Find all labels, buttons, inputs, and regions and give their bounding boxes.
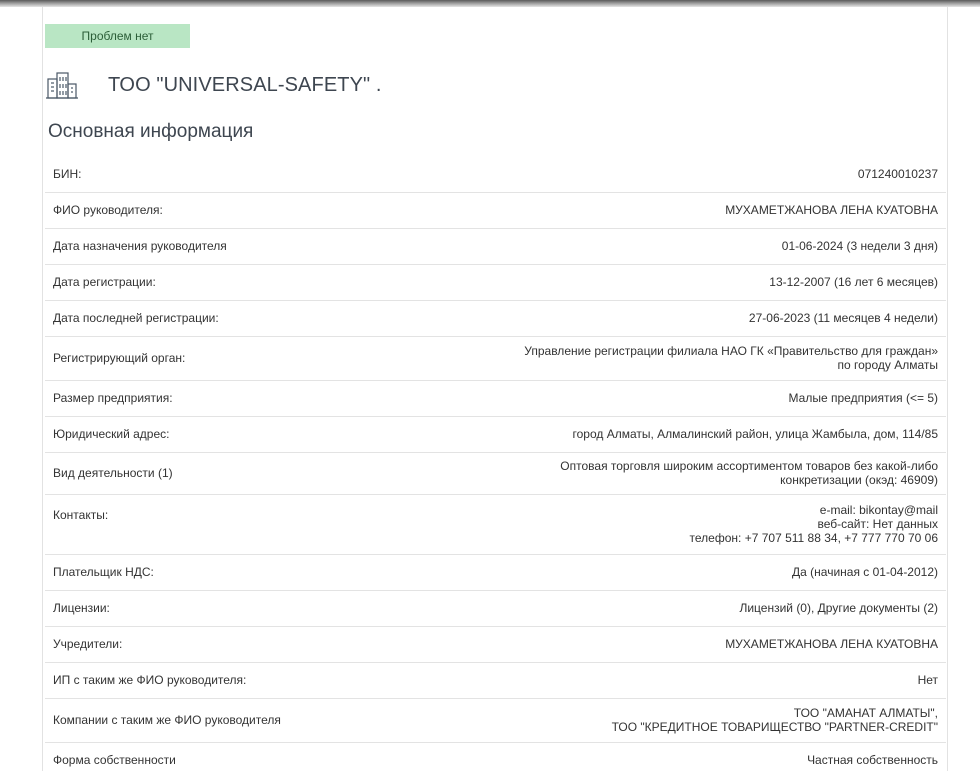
row-value xyxy=(431,742,946,778)
row-label: Дата регистрации: xyxy=(45,264,431,300)
row-label: Дата последней регистрации: xyxy=(45,300,431,336)
value-line: Малые предприятия (<= 5) xyxy=(788,391,938,405)
row-value xyxy=(431,662,946,698)
value-line: e-mail: bikontay@mail xyxy=(819,503,938,517)
row-value xyxy=(431,416,946,452)
table-row xyxy=(45,416,946,452)
row-value xyxy=(431,626,946,662)
row-label: Вид деятельности (1) xyxy=(45,452,431,494)
value-line: ТОО "АМАНАТ АЛМАТЫ", xyxy=(793,706,938,720)
table-row xyxy=(45,626,946,662)
value-line: Управление регистрации филиала НАО ГК «Правительство для граждан» xyxy=(524,344,938,358)
value-line: Оптовая торговля широким ассортиментом товаров без какой-либо xyxy=(560,459,938,473)
company-name: ТОО "UNIVERSAL-SAFETY" . xyxy=(108,73,382,96)
table-row xyxy=(45,554,946,590)
value-line: Нет xyxy=(917,673,938,687)
value-line: Лицензий (0), Другие документы (2) xyxy=(739,601,938,615)
row-value xyxy=(431,192,946,228)
row-value xyxy=(431,554,946,590)
row-label: ИП с таким же ФИО руководителя: xyxy=(45,662,431,698)
row-label: БИН: xyxy=(45,156,431,192)
value-line: по городу Алматы xyxy=(837,358,938,372)
row-value xyxy=(431,228,946,264)
table-row xyxy=(45,662,946,698)
table-row xyxy=(45,264,946,300)
table-row xyxy=(45,590,946,626)
row-value xyxy=(431,380,946,416)
value-line: 071240010237 xyxy=(857,166,938,181)
row-label: Форма собственности xyxy=(53,753,176,768)
row-label: Учредители: xyxy=(45,626,431,662)
value-line: веб-сайт: Нет данных xyxy=(817,517,938,531)
value-line: 01-06-2024 (3 недели 3 дня) xyxy=(781,239,938,253)
value-line: Да (начиная с 01-04-2012) xyxy=(792,565,938,579)
value-line: город Алматы, Алмалинский район, улица Жамбыла, дом, 114/85 xyxy=(572,427,938,441)
table-row xyxy=(45,380,946,416)
value-line: 27-06-2023 (11 месяцев 4 недели) xyxy=(748,311,938,325)
row-value[interactable] xyxy=(431,590,946,626)
value-line: телефон: +7 707 511 88 34, +7 777 770 70 06 xyxy=(689,531,938,545)
value-line: Частная собственность xyxy=(807,753,938,768)
table-row xyxy=(45,452,946,494)
row-value xyxy=(431,336,946,380)
row-value xyxy=(431,494,946,554)
row-value xyxy=(431,264,946,300)
value-line: МУХАМЕТЖАНОВА ЛЕНА КУАТОВНА xyxy=(725,203,938,217)
table-row xyxy=(45,494,946,554)
row-value xyxy=(431,300,946,336)
value-line: 13-12-2007 (16 лет 6 месяцев) xyxy=(769,275,938,289)
row-label: Юридический адрес: xyxy=(45,416,431,452)
table-row xyxy=(45,742,946,778)
row-value xyxy=(431,452,946,494)
info-table xyxy=(45,156,946,778)
row-label: Дата назначения руководителя xyxy=(45,228,431,264)
section-title: Основная информация xyxy=(48,121,254,142)
status-badge: Проблем нет xyxy=(45,24,190,48)
table-row xyxy=(45,698,946,742)
value-line: ТОО "КРЕДИТНОЕ ТОВАРИЩЕСТВО "PARTNER-CREDIT" xyxy=(611,720,938,734)
table-row xyxy=(45,228,946,264)
table-row xyxy=(45,192,946,228)
company-header xyxy=(46,71,382,99)
row-label: Контакты: xyxy=(45,494,431,554)
building-icon xyxy=(46,71,78,99)
value-line: МУХАМЕТЖАНОВА ЛЕНА КУАТОВНА xyxy=(725,637,938,651)
table-row xyxy=(45,336,946,380)
table-row xyxy=(45,156,946,192)
value-line: конкретизации (окэд: 46909) xyxy=(780,473,938,487)
row-label: Размер предприятия: xyxy=(45,380,431,416)
top-shadow xyxy=(0,0,980,7)
row-value[interactable] xyxy=(431,698,946,742)
table-row xyxy=(45,300,946,336)
row-label: Компании с таким же ФИО руководителя xyxy=(45,698,431,742)
row-label: Лицензии: xyxy=(45,590,431,626)
row-label: ФИО руководителя: xyxy=(45,192,431,228)
row-label: Регистрирующий орган: xyxy=(45,336,431,380)
row-value xyxy=(431,156,946,192)
row-label: Плательщик НДС: xyxy=(45,554,431,590)
